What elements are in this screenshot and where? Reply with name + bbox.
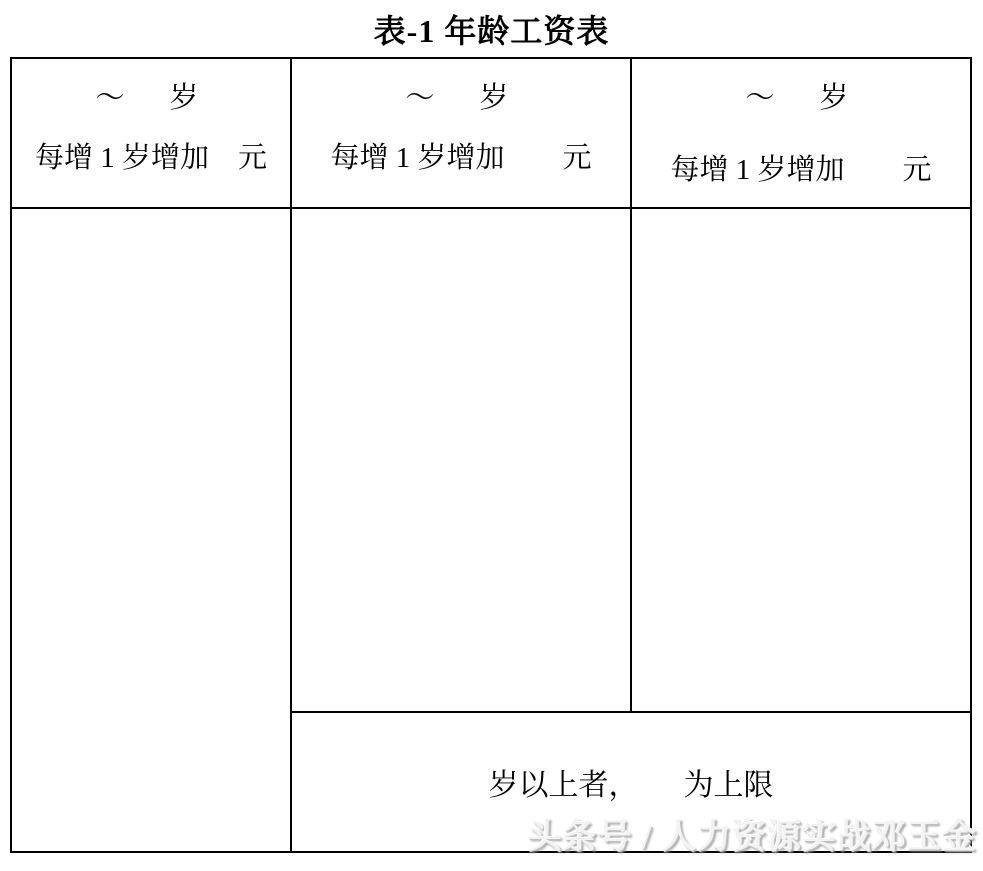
header-cell-col3 [632, 59, 970, 209]
header-col1-age-range: ～ 岁 [95, 82, 207, 114]
watermark-text: 头条号 / 人力资源实战邓玉金 [527, 819, 977, 856]
body-cell-col2 [292, 209, 632, 713]
header-col2-age-range: ～ 岁 [405, 82, 517, 114]
header-cell-col2 [292, 59, 632, 209]
age-wage-table [10, 57, 972, 853]
header-cell-col1 [12, 59, 292, 209]
header-col3-age-range: ～ 岁 [745, 82, 857, 114]
upper-limit-note: 岁以上者， 为上限 [488, 769, 774, 802]
header-col1-increment: 每增 1 岁增加 元 [34, 142, 267, 174]
header-col3-increment: 每增 1 岁增加 元 [670, 154, 932, 186]
table-title: 表-1 年龄工资表 [373, 13, 610, 49]
body-cell-col1 [12, 209, 292, 851]
body-cell-col3 [632, 209, 970, 713]
header-col2-increment: 每增 1 岁增加 元 [330, 142, 592, 174]
